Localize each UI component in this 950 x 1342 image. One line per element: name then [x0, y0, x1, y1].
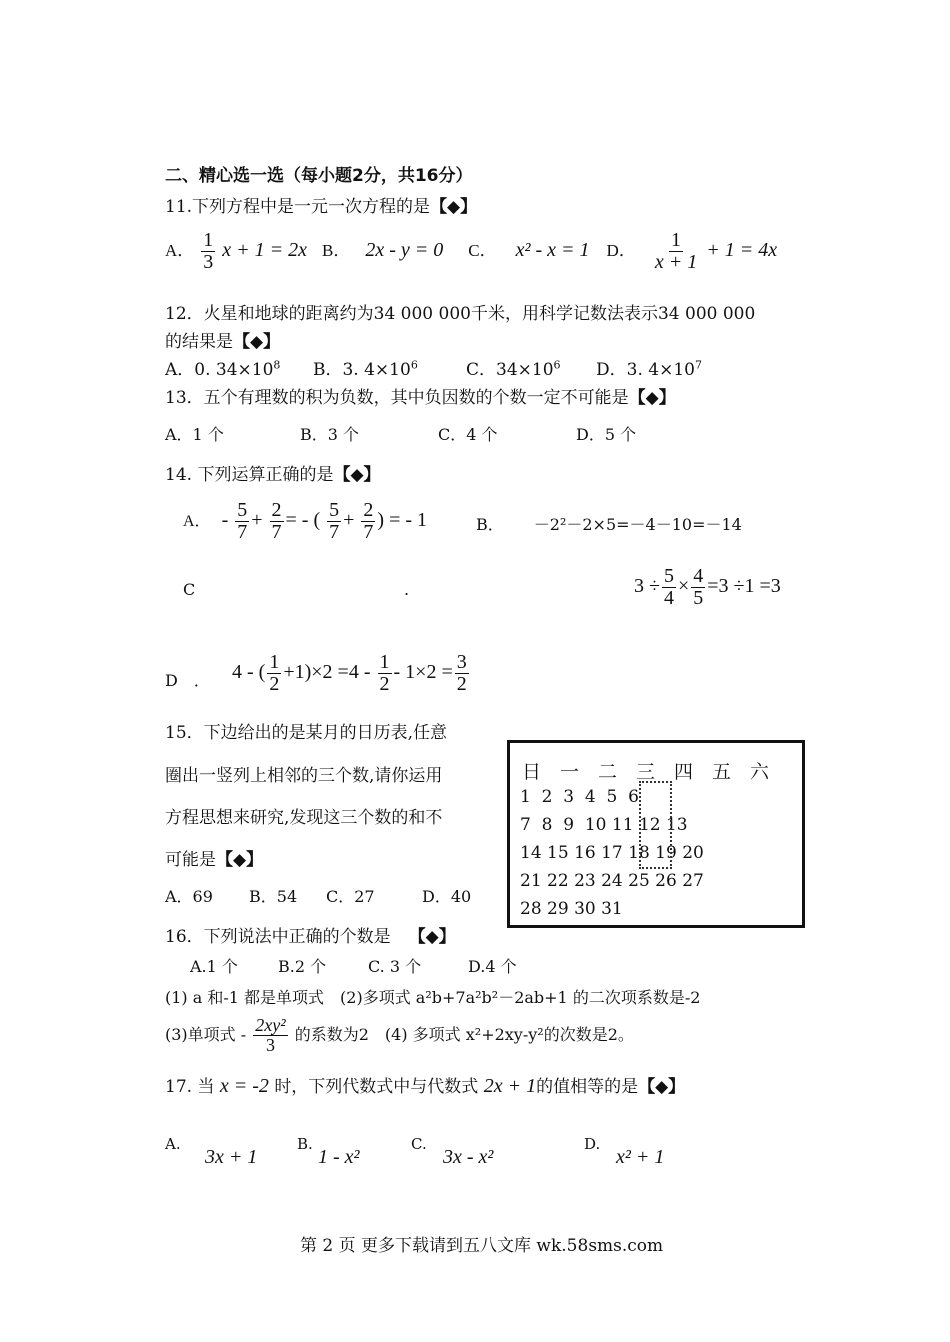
q16-statement-1-2: (1) a 和-1 都是单项式 (2)多项式 a²b+7a²b²－2ab+1 的二次项系数是-2 — [165, 988, 701, 1007]
q16-stem: 16．下列说法中正确的个数是 【◆】 — [165, 927, 456, 947]
q17-a-expr: 3x + 1 — [205, 1146, 258, 1168]
calendar-row-5: 28 29 30 31 — [520, 899, 623, 919]
q16-option-a: A.1 个 — [190, 957, 238, 976]
q15-option-b: B．54 — [249, 887, 298, 906]
q15-option-d: D．40 — [422, 887, 472, 906]
q14-option-c-dot: . — [404, 580, 410, 599]
q17-d-label: D. — [584, 1135, 601, 1153]
q13-option-c: C．4 个 — [438, 425, 498, 444]
q15-option-a: A．69 — [165, 887, 213, 906]
dotted-selection-box — [639, 781, 672, 869]
calendar-header: 日 一 二 三 四 五 六 — [522, 761, 770, 783]
q13-stem: 13．五个有理数的积为负数，其中负因数的个数一定不可能是【◆】 — [165, 388, 676, 408]
q15-line1: 15．下边给出的是某月的日历表,任意 — [165, 723, 448, 743]
q11-stem: 11.下列方程中是一元一次方程的是【◆】 — [165, 197, 478, 217]
calendar-table — [507, 740, 805, 928]
q17-c-expr: 3x - x² — [443, 1146, 494, 1168]
calendar-row-1: 1 2 3 4 5 6 — [520, 787, 639, 807]
q15-line2: 圈出一竖列上相邻的三个数,请你运用 — [165, 766, 443, 786]
q14-option-d-label: D ． — [165, 671, 210, 690]
q17-d-expr: x² + 1 — [616, 1146, 665, 1168]
q14-option-c-label: C — [183, 580, 196, 599]
q16-option-c: C. 3 个 — [368, 957, 422, 976]
q14-option-c-expr: 3 ÷ $\frac{5}{4}$ × $\frac{4}{5}$ =3 ÷1 =3 — [634, 565, 781, 609]
q17-stem: 17. 当 x = -2 时，下列代数式中与代数式 2x + 1的值相等的是【◆】 — [165, 1075, 686, 1097]
q15-option-c: C．27 — [326, 887, 375, 906]
q11-options: A． $\frac{1}{3}$ x + 1 = 2x B． 2x - y = 0 C． x² - x = 1 D． $\frac{1}{x + 1}$ + 1 = 4x — [165, 229, 778, 273]
q12-stem-line2: 的结果是【◆】 — [165, 332, 281, 352]
q16-option-d: D.4 个 — [468, 957, 517, 976]
q16-option-b: B.2 个 — [278, 957, 327, 976]
q17-b-label: B. — [297, 1135, 313, 1153]
q13-option-b: B．3 个 — [300, 425, 360, 444]
q16-statement-3-4: (3)单项式 - $\frac{\text{2xy²}}{3}$ 的系数为2 (4) 多项式 x²+2xy-y²的次数是2。 — [165, 1015, 634, 1055]
q11-a-label: A． — [165, 241, 195, 261]
q12-stem-line1: 12．火星和地球的距离约为34 000 000千米，用科学记数法表示34 000 000 — [165, 304, 756, 324]
q12-option-d: D．3. $4\times 10^7$ — [596, 358, 702, 380]
q15-line3: 方程思想来研究,发现这三个数的和不 — [165, 808, 443, 828]
q12-option-a: A．0. $34\times 10^8$ — [165, 358, 281, 380]
q13-option-a: A．1 个 — [165, 425, 224, 444]
q13-option-d: D．5 个 — [576, 425, 637, 444]
calendar-row-3: 14 15 16 17 18 19 20 — [520, 843, 704, 863]
calendar-row-4: 21 22 23 24 25 26 27 — [520, 871, 704, 891]
q17-b-expr: 1 - x² — [318, 1146, 360, 1168]
q12-option-b: B．3. $4\times 10^6$ — [313, 358, 418, 380]
q17-a-label: A. — [165, 1135, 181, 1153]
section-title: 二、精心选一选（每小题2分，共16分） — [165, 166, 473, 186]
q14-option-b: B． －2²－2×5=－4－10=－14 — [476, 515, 742, 534]
q14-option-d-expr: 4 - ( $\frac{1}{2}$ +1)×2 =4 - $\frac{1}{2}$ - 1×2 = $\frac{3}{2}$ — [232, 651, 467, 695]
q12-option-c: C．$34\times 10^6$ — [466, 358, 561, 380]
q14-stem: 14. 下列运算正确的是【◆】 — [165, 465, 381, 485]
q17-c-label: C. — [411, 1135, 427, 1153]
q14-option-a: A． - $\frac{5}{7}$ + $\frac{2}{7}$ = - ( $\frac{5}{7}$ + $\frac{2}{7}$ ) = - 1 — [183, 499, 428, 543]
page-footer: 第 2 页 更多下载请到五八文库 wk.58sms.com — [300, 1236, 664, 1256]
q15-line4: 可能是【◆】 — [165, 850, 264, 870]
calendar-row-2: 7 8 9 10 11 12 13 — [520, 815, 688, 835]
